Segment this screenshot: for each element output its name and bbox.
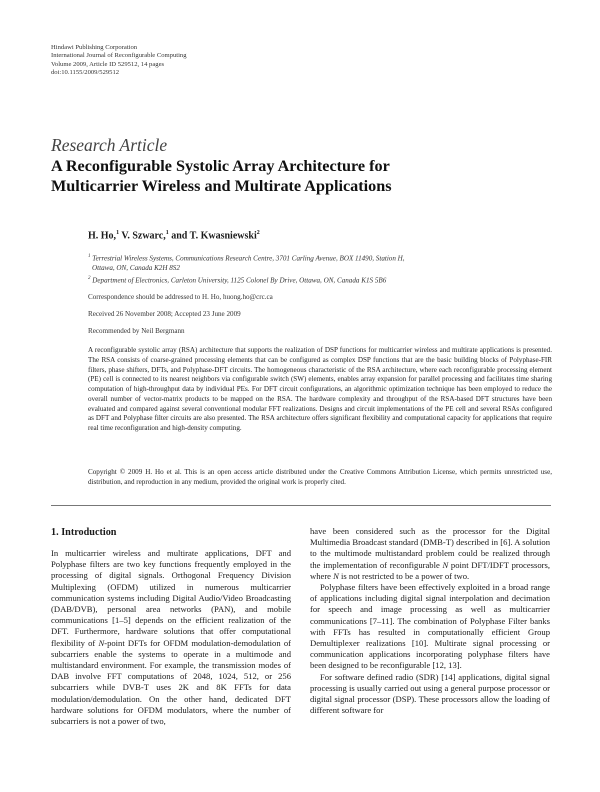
article-type: Research Article (51, 135, 168, 155)
affiliation-1-cont: Ottawa, ON, Canada K2H 8S2 (92, 264, 180, 273)
doi: doi:10.1155/2009/529512 (51, 69, 120, 77)
left-column (51, 526, 291, 727)
author-name: H. Ho, (88, 230, 117, 242)
paragraph: For software defined radio (SDR) [14] applications, digital signal processing is usually carried out using a general purpose processor or digital signal processor (DSP). These processors allow the loading of different software for (310, 671, 550, 716)
recommended-by: Recommended by Neil Bergmann (88, 327, 185, 335)
title-line-1: A Reconfigurable Systolic Array Architecture for (51, 157, 390, 175)
abstract: A reconfigurable systolic array (RSA) architecture that supports the realization of DSP functions for multicarrier wireless and multirate applications is presented. The RSA consists of coarse-grained processing elements that can be configured as complex DSP functions that are the basic building blocks of Polyphase-FIR filters, phase shifters, DFTs, and Polyphase-DFT circuits. The homogeneous characteristic of the RSA architecture, where each reconfigurable processing element (PE) cell is connected to its nearest neighbors via configurable switch (SW) elements, enables array expansion for parallel processing and facilitates time sharing computation of high-throughput data by individual PEs. For DFT circuit configurations, an algorithmic optimization technique has been employed to reduce the overall number of vector-matrix products to be mapped on the RSA. The hardware complexity and throughput of the RSA-based DFT structures have been evaluated and compared against several conventional modular FFT realizations. Designs and circuit implementations of the PE cell and several RSAs configured as DFT and Polyphase filter circuits are also presented. The RSA architecture offers significant flexibility and computational capacity for applications that require real time reconfiguration and high-density computing. (88, 346, 552, 432)
right-column (310, 526, 550, 716)
paragraph: In multicarrier wireless and multirate applications, DFT and Polyphase filters are two key functions frequently employed in the processing of digital signals. Orthogonal Frequency Division Multiplexing (OFDM) utilized in numerous multicarrier communication systems including Digital Audio/Video Broadcasting (DAB/DVB), personal area networks (PAN), and mobile communications [1–5] depends on the efficient realization of the DFT. Furthermore, hardware solutions that offer computational flexibility of N-point DFTs for OFDM modulation-demodulation of subcarriers enable the systems to operate in a multimode and multistandard environment. For example, the transmission modes of DAB involve FFT computations of 2048, 1024, 512, or 256 subcarriers while DVB-T uses 2K and 8K FFTs for data modulation/demodulation. On the other hand, dedicated DFT hardware solutions for OFDM modulators, where the number of subcarriers is not a power of two, (51, 548, 291, 727)
affiliation-1: $^1$ Terrestrial Wireless Systems, Communications Research Centre, 3701 Carling Avenue, BOX 11490, Station H, (88, 254, 405, 263)
affiliation-2: $^2$ Department of Electronics, Carleton University, 1125 Colonel By Drive, Ottawa, ON, Canada K1S 5B6 (88, 275, 387, 285)
affiliation-mark: 2 (256, 230, 260, 236)
copyright-notice: Copyright © 2009 H. Ho et al. This is an open access article distributed under the Creative Commons Attribution License, which permits unrestricted use, distribution, and reproduction in any medium, provided the original work is properly cited. (88, 468, 552, 486)
section-heading: 1. Introduction (51, 527, 117, 538)
journal-name: International Journal of Reconfigurable Computing (51, 52, 187, 60)
author-name: V. Szwarc, (119, 230, 166, 242)
affiliation-mark: 1 (165, 230, 169, 236)
affiliation-mark: 1 (116, 230, 120, 236)
volume-info: Volume 2009, Article ID 529512, 14 pages (51, 60, 165, 68)
paragraph: have been considered such as the processor for the Digital Multimedia Broadcast standard (DMB-T) described in [6]. A solution to the multimode multistandard problem could be realized through the implementation of reconfigurable N point DFT/IDFT processors, where N is not restricted to be a power of two. (310, 526, 550, 581)
publisher-name: Hindawi Publishing Corporation (51, 44, 138, 51)
received-dates: Received 26 November 2008; Accepted 23 June 2009 (88, 310, 241, 318)
section-divider (51, 505, 551, 506)
author-list (88, 230, 260, 241)
author-name: and T. Kwasniewski (168, 230, 257, 242)
journal-header (51, 44, 187, 78)
paragraph: Polyphase filters have been effectively exploited in a broad range of applications including digital signal interpolation and decimation for speech and image processing as well as multicarrier communications [7–11]. The combination of Polyphase Filter banks with FFTs has resulted in computationally efficient Group Demultiplexer realizations [10]. Multirate signal processing or communication applications incorporating polyphase filters have been designed to be reconfigurable [12, 13]. (310, 582, 550, 671)
correspondence: Correspondence should be addressed to H. Ho, huong.ho@crc.ca (88, 293, 273, 301)
paper-title (51, 156, 571, 196)
affiliations (88, 252, 558, 286)
title-line-2: Multicarrier Wireless and Multirate Applications (51, 177, 392, 195)
